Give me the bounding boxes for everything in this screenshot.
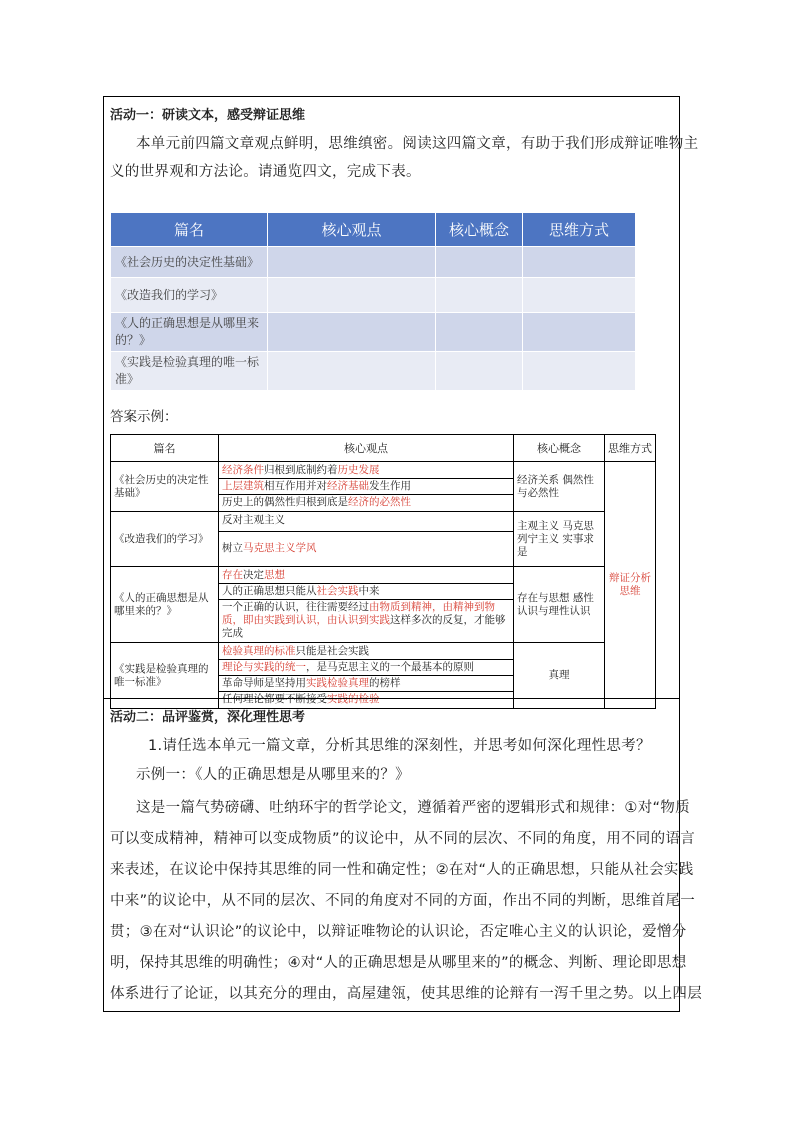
- para-line: 体系进行了论证，以其充分的理由，高屋建瓴，使其思维的论辩有一泻千里之势。以上四层: [110, 986, 702, 1002]
- row-title: 《人的正确思想是从哪里来的？》: [111, 313, 268, 352]
- view-line: 检验真理的标准只能是社会实践: [219, 644, 513, 660]
- ans-row3-concept: 存在与思想 感性认识与理性认识: [514, 567, 605, 643]
- view-line: 存在决定思想: [219, 568, 513, 584]
- example-title: 示例一：《人的正确思想是从哪里来的？》: [136, 767, 410, 783]
- ans-row2-views: [219, 512, 514, 567]
- para-line: 明，保持其思维的明确性；④对“人的正确思想是从哪里来的”的概念、判断、理论即思想: [110, 955, 687, 971]
- para-line: 中来”的议论中，从不同的层次、不同的角度对不同的方面，作出不同的判断，思维首尾一: [110, 893, 696, 909]
- view-line: 上层建筑相互作用并对经济基础发生作用: [219, 479, 513, 495]
- blank-cell[interactable]: [523, 247, 636, 278]
- blank-cell[interactable]: [436, 247, 523, 278]
- row-title: 《实践是检验真理的唯一标准》: [111, 352, 268, 391]
- blank-cell[interactable]: [436, 352, 523, 391]
- ans-header-view: 核心观点: [219, 435, 514, 462]
- intro-line1: 本单元前四篇文章观点鲜明，思维缜密。阅读这四篇文章，有助于我们形成辩证唯物主: [136, 136, 699, 152]
- ans-header-title: 篇名: [111, 435, 219, 462]
- view-line: 理论与实践的统一，是马克思主义的一个最基本的原则: [219, 660, 513, 676]
- blank-cell[interactable]: [523, 278, 636, 313]
- header-concept: 核心概念: [436, 213, 523, 247]
- para-line: 来表述，在议论中保持其思维的同一性和确定性；②在对“人的正确思想，只能从社会实践: [110, 862, 694, 878]
- answer-label: 答案示例：: [110, 409, 178, 425]
- blank-cell[interactable]: [436, 278, 523, 313]
- blank-cell[interactable]: [436, 313, 523, 352]
- view-line: 树立马克思主义学风: [222, 542, 317, 554]
- worksheet-table: [110, 212, 636, 391]
- para-line: 这是一篇气势磅礴、吐纳环宇的哲学论文，遵循着严密的逻辑形式和规律：①对“物质: [136, 800, 690, 816]
- blank-cell[interactable]: [268, 313, 436, 352]
- answer-table: [110, 434, 656, 709]
- para-line: 可以变成精神，精神可以变成物质”的议论中，从不同的层次、不同的角度，用不同的语言: [110, 831, 696, 847]
- blank-cell[interactable]: [268, 278, 436, 313]
- view-line: 革命导师是坚持用实践检验真理的榜样: [219, 676, 513, 692]
- blank-cell[interactable]: [268, 352, 436, 391]
- ans-row4-title: 《实践是检验真理的唯一标准》: [111, 643, 219, 709]
- intro-line2: 义的世界观和方法论。请通览四文，完成下表。: [110, 164, 421, 180]
- view-line: 经济条件归根到底制约着历史发展: [219, 463, 513, 479]
- header-method: 思维方式: [523, 213, 636, 247]
- section-divider: [103, 698, 680, 699]
- ans-row1-concept: 经济关系 偶然性与必然性: [514, 462, 605, 512]
- ans-header-method: 思维方式: [605, 435, 656, 462]
- row-title: 《改造我们的学习》: [111, 278, 268, 313]
- view-line: 任何理论都要不断接受实践的检验: [222, 693, 380, 705]
- ans-method: 辩证分析思维: [605, 462, 656, 709]
- ans-row2-concept: 主观主义 马克思列宁主义 实事求是: [514, 512, 605, 567]
- ans-row1-title: 《社会历史的决定性基础》: [111, 462, 219, 512]
- row-title: 《社会历史的决定性基础》: [111, 247, 268, 278]
- activity1-heading: 活动一：研读文本，感受辩证思维: [110, 108, 306, 123]
- view-line: 一个正确的认识，往往需要经过由物质到精神，由精神到物质，即由实践到认识，由认识到实践这样多次的反复，才能够完成: [222, 601, 506, 639]
- ans-row1-views: [219, 462, 514, 512]
- ans-row2-title: 《改造我们的学习》: [111, 512, 219, 567]
- view-line: 反对主观主义: [219, 513, 513, 532]
- question-1: 1.请任选本单元一篇文章，分析其思维的深刻性，并思考如何深化理性思考？: [148, 738, 651, 754]
- blank-cell[interactable]: [523, 352, 636, 391]
- view-line: 历史上的偶然性归根到底是经济的必然性: [222, 496, 411, 508]
- header-view: 核心观点: [268, 213, 436, 247]
- activity2-heading: 活动二：品评鉴赏，深化理性思考: [110, 710, 306, 725]
- ans-row4-concept: 真理: [514, 643, 605, 709]
- blank-cell[interactable]: [523, 313, 636, 352]
- view-line: 人的正确思想只能从社会实践中来: [219, 584, 513, 600]
- ans-header-concept: 核心概念: [514, 435, 605, 462]
- ans-row3-title: 《人的正确思想是从哪里来的？》: [111, 567, 219, 643]
- header-title: 篇名: [111, 213, 268, 247]
- para-line: 贯；③在对“认识论”的议论中，以辩证唯物论的认识论，否定唯心主义的认识论，爱憎分: [110, 924, 687, 940]
- blank-cell[interactable]: [268, 247, 436, 278]
- ans-row3-views: [219, 567, 514, 643]
